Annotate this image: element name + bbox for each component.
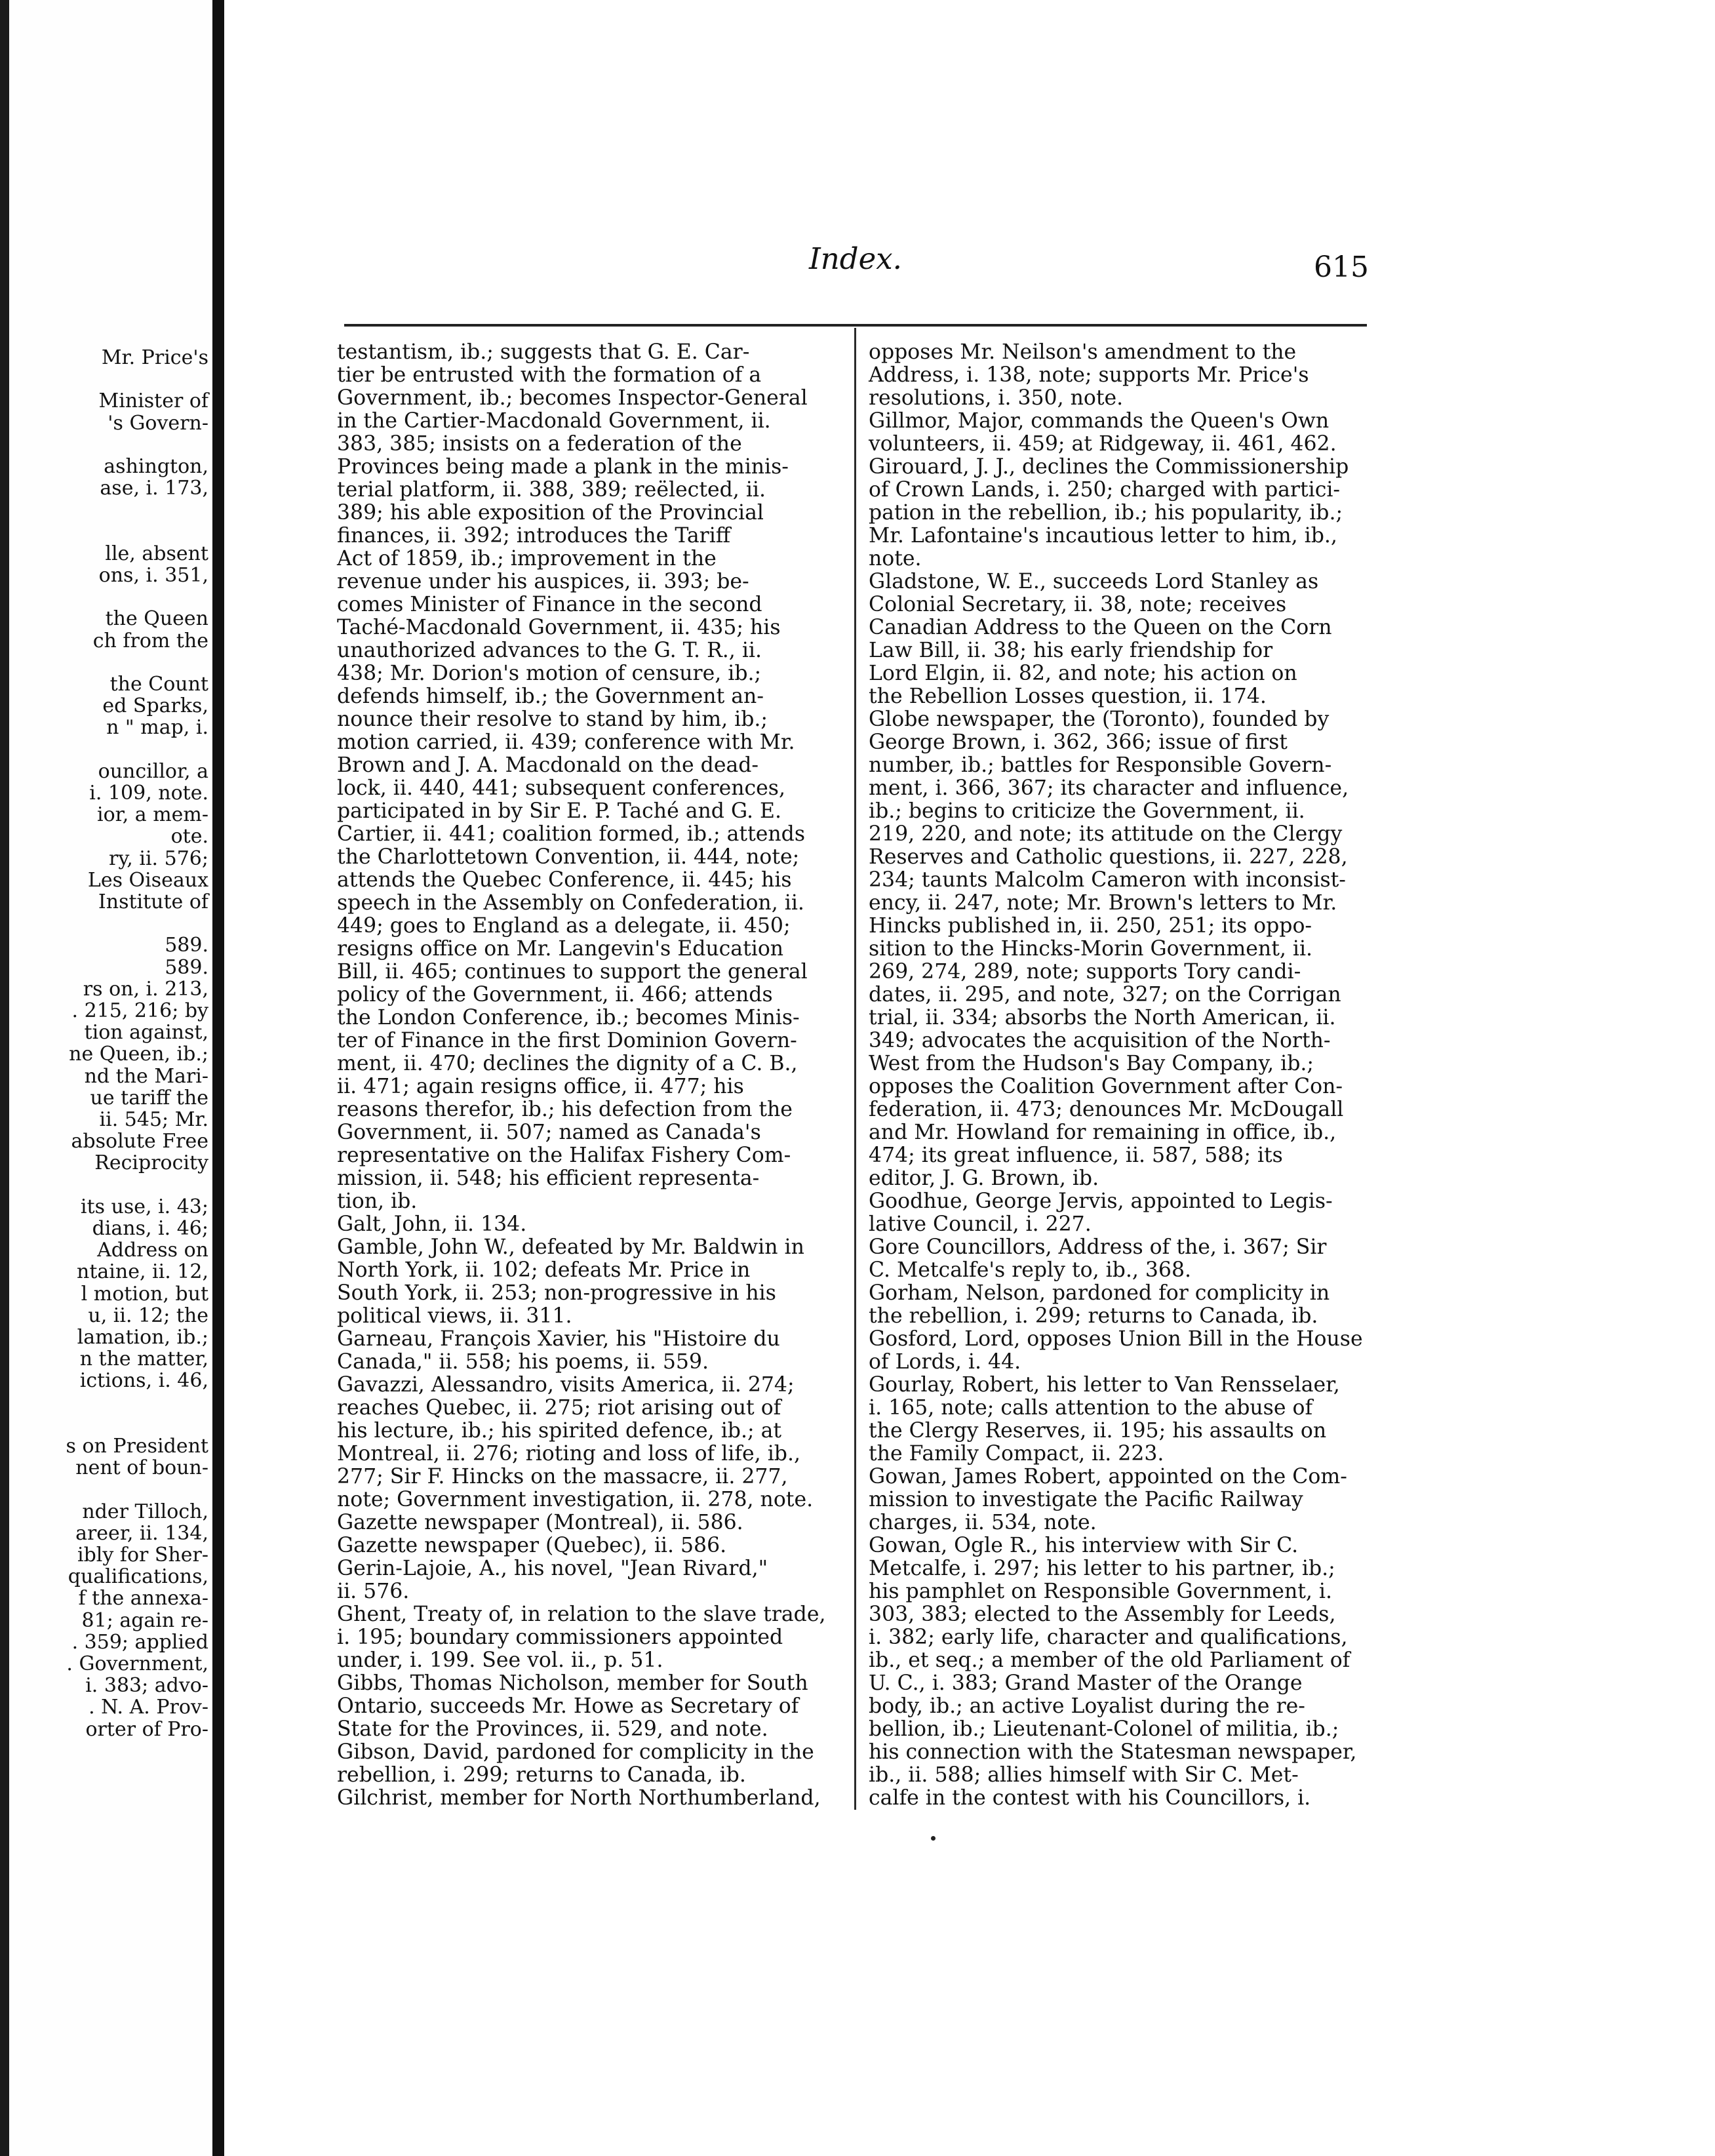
fragment-line: ashington, [104,455,208,478]
fragment-line: 's Govern- [108,411,208,435]
fragment-line: Mr. Price's [101,346,208,369]
index-line: Bill, ii. 465; continues to support the general [337,960,808,984]
index-line: 303, 383; elected to the Assembly for Leeds, [869,1603,1336,1626]
fragment-line: u, ii. 12; the [88,1304,208,1327]
index-line: attends the Quebec Conference, ii. 445; his [337,868,792,892]
index-line: bellion, ib.; Lieutenant-Colonel of militia, ib.; [869,1717,1339,1741]
index-line: ter of Finance in the first Dominion Govern- [337,1029,797,1052]
index-line: Goodhue, George Jervis, appointed to Legis- [869,1189,1333,1213]
fragment-line: s on President [66,1435,208,1458]
index-line: Garneau, François Xavier, his "Histoire du [337,1327,780,1351]
fragment-line: Address on [97,1239,208,1262]
index-line: ib.; begins to criticize the Government, ii. [869,799,1305,823]
fragment-line: f the annexa- [78,1587,208,1610]
index-line: ment, ii. 470; declines the dignity of a C. B., [337,1052,798,1075]
index-line: Gibson, David, pardoned for complicity in the [337,1740,814,1764]
index-line: unauthorized advances to the G. T. R., ii. [337,639,762,662]
header-rule [344,324,1367,327]
index-line: 389; his able exposition of the Provincial [337,501,764,525]
fragment-line: areer, ii. 134, [75,1521,208,1545]
index-line: Taché-Macdonald Government, ii. 435; his [337,616,781,639]
fragment-line: lamation, ib.; [77,1326,208,1349]
index-line: the rebellion, i. 299; returns to Canada, ib. [869,1304,1318,1328]
index-line: Gosford, Lord, opposes Union Bill in the House [869,1327,1363,1351]
index-line: 277; Sir F. Hincks on the massacre, ii. 277, [337,1465,788,1488]
index-line: reasons therefor, ib.; his defection from the [337,1098,793,1121]
index-line: 449; goes to England as a delegate, ii. 450; [337,914,791,938]
index-line: opposes the Coalition Government after Con- [869,1075,1343,1098]
index-line: Canadian Address to the Queen on the Corn [869,616,1332,639]
fragment-line: nent of boun- [75,1456,208,1480]
index-line: note; Government investigation, ii. 278, note. [337,1488,814,1511]
index-line: West from the Hudson's Bay Company, ib.; [869,1052,1314,1075]
index-line: i. 195; boundary commissioners appointed [337,1626,783,1649]
fragment-line: ue tariff the [90,1086,208,1109]
fragment-line: . N. A. Prov- [89,1696,208,1719]
index-line: ment, i. 366, 367; its character and influence, [869,776,1349,800]
index-line: ii. 471; again resigns office, ii. 477; his [337,1075,744,1098]
index-line: South York, ii. 253; non-progressive in his [337,1281,776,1305]
index-line: 349; advocates the acquisition of the North- [869,1029,1331,1052]
fragment-line: lle, absent [105,542,208,565]
index-line: George Brown, i. 362, 366; issue of first [869,730,1288,754]
index-line: number, ib.; battles for Responsible Govern- [869,753,1332,777]
fragment-line: Institute of [98,890,208,913]
index-line: Cartier, ii. 441; coalition formed, ib.; attends [337,822,806,846]
index-line: sition to the Hincks-Morin Government, ii. [869,937,1313,961]
page-gutter [212,0,224,2156]
page-title: Index. [809,241,902,276]
fragment-line: ii. 545; Mr. [99,1108,208,1131]
fragment-line: ase, i. 173, [100,477,208,500]
fragment-line: n " map, i. [106,716,208,740]
index-line: reaches Quebec, ii. 275; riot arising out of [337,1396,781,1420]
index-line: nounce their resolve to stand by him, ib.; [337,708,768,731]
index-line: in the Cartier-Macdonald Government, ii. [337,409,771,433]
fragment-line: ote. [170,825,208,848]
index-line: mission, ii. 548; his efficient representa- [337,1167,760,1190]
index-line: policy of the Government, ii. 466; attends [337,983,773,1007]
index-line: Gowan, Ogle R., his interview with Sir C. [869,1534,1299,1557]
fragment-line: its use, i. 43; [80,1195,208,1218]
index-line: the Charlottetown Convention, ii. 444, note; [337,845,800,869]
fragment-line: tion against, [84,1021,208,1045]
index-line: and Mr. Howland for remaining in office, ib., [869,1121,1337,1144]
index-line: editor, J. G. Brown, ib. [869,1167,1099,1190]
index-line: Ontario, succeeds Mr. Howe as Secretary of [337,1694,799,1718]
fragment-line: ch from the [92,629,208,652]
index-line: mission to investigate the Pacific Railway [869,1488,1303,1511]
index-line: 234; taunts Malcolm Cameron with inconsist- [869,868,1346,892]
index-line: U. C., i. 383; Grand Master of the Orange [869,1671,1303,1695]
index-line: rebellion, i. 299; returns to Canada, ib. [337,1763,746,1787]
fragment-line: dians, i. 46; [92,1217,208,1240]
fragment-line: n the matter, [79,1348,208,1371]
index-line: Galt, John, ii. 134. [337,1212,527,1236]
index-line: Gore Councillors, Address of the, i. 367; Sir [869,1235,1327,1259]
index-line: finances, ii. 392; introduces the Tariff [337,524,731,548]
index-line: note. [869,547,922,570]
index-line: Montreal, ii. 276; rioting and loss of life, ib., [337,1442,800,1466]
fragment-line: Les Oiseaux [87,868,208,892]
index-line: North York, ii. 102; defeats Mr. Price in [337,1258,751,1282]
index-line: Metcalfe, i. 297; his letter to his partner, ib.; [869,1557,1335,1580]
index-line: Gazette newspaper (Montreal), ii. 586. [337,1511,743,1534]
fragment-line: ictions, i. 46, [79,1369,208,1393]
index-line: pation in the rebellion, ib.; his popularity, ib.; [869,501,1343,525]
index-line: State for the Provinces, ii. 529, and note. [337,1717,768,1741]
fragment-line: . Government, [66,1652,208,1675]
index-line: participated in by Sir E. P. Taché and G. E. [337,799,782,823]
index-line: Lord Elgin, ii. 82, and note; his action on [869,662,1297,685]
index-line: Brown and J. A. Macdonald on the dead- [337,753,759,777]
fragment-line: Minister of [98,389,208,413]
index-line: calfe in the contest with his Councillors, i. [869,1786,1311,1810]
index-line: Canada," ii. 558; his poems, ii. 559. [337,1350,709,1374]
fragment-line: ntaine, ii. 12, [77,1260,208,1284]
fragment-line: Reciprocity [94,1151,208,1175]
index-line: Gorham, Nelson, pardoned for complicity in [869,1281,1330,1305]
index-line: Gowan, James Robert, appointed on the Com- [869,1465,1347,1488]
index-line: ency, ii. 247, note; Mr. Brown's letters to Mr. [869,891,1337,915]
index-line: Hincks published in, ii. 250, 251; its oppo- [869,914,1312,938]
book-edge-shadow [0,0,9,2156]
index-line: Reserves and Catholic questions, ii. 227, 228, [869,845,1348,869]
fragment-line: 589. [165,955,208,979]
index-line: Law Bill, ii. 38; his early friendship for [869,639,1273,662]
fragment-line: i. 109, note. [89,782,208,805]
index-line: motion carried, ii. 439; conference with Mr. [337,730,795,754]
index-line: dates, ii. 295, and note, 327; on the Corrigan [869,983,1341,1007]
index-line: Government, ib.; becomes Inspector-General [337,386,808,410]
index-line: lative Council, i. 227. [869,1212,1092,1236]
index-line: the London Conference, ib.; becomes Minis- [337,1006,800,1029]
index-line: tier be entrusted with the formation of a [337,363,762,387]
index-line: resigns office on Mr. Langevin's Education [337,937,784,961]
index-line: of Lords, i. 44. [869,1350,1021,1374]
index-line: his connection with the Statesman newspaper, [869,1740,1357,1764]
index-line: lock, ii. 440, 441; subsequent conferences, [337,776,785,800]
index-line: the Clergy Reserves, ii. 195; his assaults on [869,1419,1327,1443]
index-line: Address, i. 138, note; supports Mr. Price's [869,363,1309,387]
index-line: under, i. 199. See vol. ii., p. 51. [337,1648,663,1672]
index-line: 219, 220, and note; its attitude on the Clergy [869,822,1343,846]
index-line: terial platform, ii. 388, 389; reëlected, ii. [337,478,766,502]
index-line: the Rebellion Losses question, ii. 174. [869,685,1267,708]
index-line: Gourlay, Robert, his letter to Van Rensselaer, [869,1373,1340,1397]
index-line: ib., et seq.; a member of the old Parliament of [869,1648,1350,1672]
index-line: trial, ii. 334; absorbs the North American, ii. [869,1006,1336,1029]
index-line: Government, ii. 507; named as Canada's [337,1121,761,1144]
index-line: Gillmor, Major, commands the Queen's Own [869,409,1330,433]
index-line: C. Metcalfe's reply to, ib., 368. [869,1258,1192,1282]
index-line: Gilchrist, member for North Northumberland, [337,1786,821,1810]
fragment-line: ouncillor, a [98,759,208,783]
fragment-line: 589. [165,934,208,957]
index-line: volunteers, ii. 459; at Ridgeway, ii. 461, 462. [869,432,1337,456]
fragment-line: absolute Free [71,1130,208,1153]
fragment-line: ons, i. 351, [98,564,208,587]
index-line: representative on the Halifax Fishery Com- [337,1144,791,1167]
index-line: Gibbs, Thomas Nicholson, member for South [337,1671,808,1695]
fragment-line: orter of Pro- [85,1717,208,1741]
index-line: ii. 576. [337,1580,410,1603]
index-line: Mr. Lafontaine's incautious letter to him, ib., [869,524,1337,548]
index-line: Gamble, John W., defeated by Mr. Baldwin in [337,1235,804,1259]
index-line: 383, 385; insists on a federation of the [337,432,742,456]
fragment-line: nder Tilloch, [82,1500,208,1523]
index-column-left [337,341,833,1810]
fragment-line: ed Sparks, [102,694,208,718]
index-line: Gerin-Lajoie, A., his novel, "Jean Rivard," [337,1557,768,1580]
fragment-line: qualifications, [68,1565,208,1589]
fragment-line: the Queen [105,607,208,631]
index-line: testantism, ib.; suggests that G. E. Car- [337,340,750,364]
previous-page-fragment [9,0,212,2156]
index-line: comes Minister of Finance in the second [337,593,762,616]
fragment-line: the Count [109,673,208,696]
index-line: Act of 1859, ib.; improvement in the [337,547,717,570]
page-mark [931,1836,936,1841]
fragment-line: ibly for Sher- [77,1544,208,1567]
index-line: his lecture, ib.; his spirited defence, ib.; at [337,1419,782,1443]
index-line: charges, ii. 534, note. [869,1511,1097,1534]
index-line: Gladstone, W. E., succeeds Lord Stanley as [869,570,1319,593]
index-line: Gavazzi, Alessandro, visits America, ii. 274; [337,1373,795,1397]
index-line: opposes Mr. Neilson's amendment to the [869,340,1297,364]
index-line: revenue under his auspices, ii. 393; be- [337,570,749,593]
fragment-line: i. 383; advo- [85,1674,208,1698]
index-line: 438; Mr. Dorion's motion of censure, ib.; [337,662,762,685]
index-line: speech in the Assembly on Confederation, ii. [337,891,804,915]
index-line: Ghent, Treaty of, in relation to the slave trade, [337,1603,826,1626]
fragment-line: . 359; applied [71,1630,208,1654]
index-line: tion, ib. [337,1189,418,1213]
index-column-right [869,341,1364,1810]
fragment-line: ry, ii. 576; [108,847,208,870]
index-line: i. 165, note; calls attention to the abuse of [869,1396,1313,1420]
index-line: Girouard, J. J., declines the Commissionership [869,455,1349,479]
index-line: body, ib.; an active Loyalist during the re- [869,1694,1305,1718]
fragment-line: rs on, i. 213, [83,977,208,1001]
column-divider [854,328,856,1810]
index-line: federation, ii. 473; denounces Mr. McDougall [869,1098,1344,1121]
index-line: of Crown Lands, i. 250; charged with partici- [869,478,1341,502]
index-line: his pamphlet on Responsible Government, i. [869,1580,1333,1603]
index-line: 269, 274, 289, note; supports Tory candi- [869,960,1301,984]
index-line: Gazette newspaper (Quebec), ii. 586. [337,1534,727,1557]
index-line: defends himself, ib.; the Government an- [337,685,764,708]
index-line: resolutions, i. 350, note. [869,386,1124,410]
index-line: ib., ii. 588; allies himself with Sir C. Met- [869,1763,1299,1787]
index-line: Provinces being made a plank in the minis- [337,455,789,479]
fragment-line: ior, a mem- [97,803,208,827]
index-line: 474; its great influence, ii. 587, 588; its [869,1144,1283,1167]
index-line: Colonial Secretary, ii. 38, note; receives [869,593,1287,616]
index-line: the Family Compact, ii. 223. [869,1442,1164,1466]
fragment-line: 81; again re- [81,1608,208,1632]
index-line: Globe newspaper, the (Toronto), founded by [869,708,1330,731]
index-line: i. 382; early life, character and qualifications, [869,1626,1348,1649]
fragment-line: ne Queen, ib.; [69,1043,208,1066]
fragment-line: l motion, but [81,1282,208,1306]
index-line: political views, ii. 311. [337,1304,572,1328]
page-number: 615 [1314,250,1369,284]
fragment-line: nd the Mari- [84,1064,208,1088]
fragment-line: . 215, 216; by [71,999,208,1022]
